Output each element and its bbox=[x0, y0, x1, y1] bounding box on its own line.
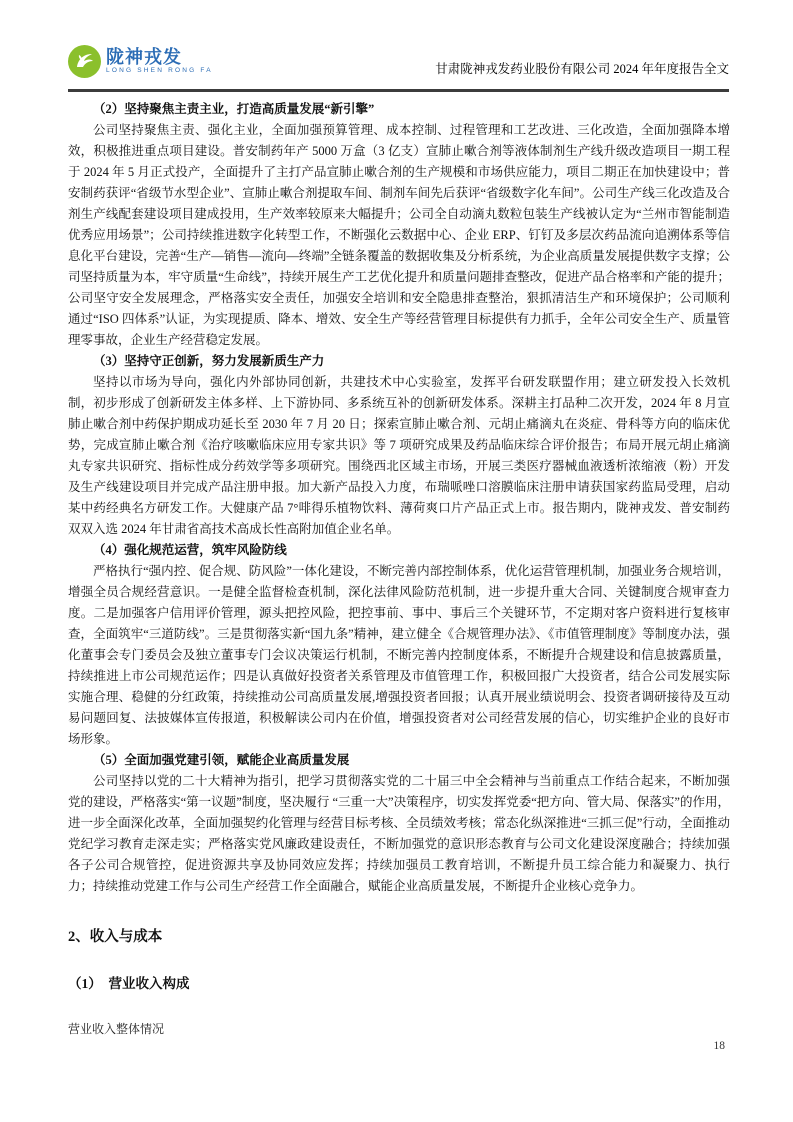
revenue-overview-label: 营业收入整体情况 bbox=[68, 1022, 165, 1036]
page-header bbox=[68, 45, 729, 89]
section-heading-5: （5）全面加强党建引领，赋能企业高质量发展 bbox=[93, 753, 350, 767]
section-paragraph-5: 公司坚持以党的二十大精神为指引，把学习贯彻落实党的二十届三中全会精神与当前重点工作结合起来，不断加强党的建设，严格落实“第一议题”制度，坚决履行 “三重一大”决策程序，切实发挥党委“把方向、管大局、保落实”的作用，进一步全面深化改革，全面加强契约化管理与经营目标考核、全员绩效考核；常态化纵深推进“三抓三促”行动，全面推动党纪学习教育走深走实；严格落实党风廉政建设责任，不断加强党的意识形态教育与公司文化建设深度融合；持续加强各子公司合规管控，促进资源共享及协同效应发挥；持续加强员工教育培训，不断提升员工综合能力和凝聚力、执行力；持续推动党建工作与公司生产经营工作全面融合，赋能企业高质量发展，不断提升企业核心竞争力。 bbox=[68, 774, 730, 893]
company-logo bbox=[68, 45, 213, 78]
section-heading-3: （3）坚持守正创新，努力发展新质生产力 bbox=[93, 354, 325, 368]
revenue-composition-subtitle: （1） 营业收入构成 bbox=[68, 976, 190, 991]
page-number: 18 bbox=[713, 1040, 725, 1052]
section-paragraph-4: 严格执行“强内控、促合规、防风险”一体化建设，不断完善内部控制体系，优化运营管理机制，加强业务合规培训，增强全员合规经营意识。一是健全监督检查机制，深化法律风险防范机制，进一步提升重大合同、关键制度合规审查力度。二是加强客户信用评价管理，源头把控风险，把控事前、事中、事后三个关键环节，不定期对客户资料进行复核审查，全面筑牢“三道防线”。三是贯彻落实新“国九条”精神，建立健全《合规管理办法》、《市值管理制度》等制度办法，强化董事会专门委员会及独立董事专门会议决策运行机制，不断完善内控制度体系，不断提升合规建设和信息披露质量，持续推进上市公司规范运作；四是认真做好投资者关系管理及市值管理工作，积极回报广大投资者，结合公司发展实际实施合理、稳健的分红政策，持续推动公司高质量发展,增强投资者回报；认真开展业绩说明会、投资者调研接待及互动易问题回复、法披媒体宣传报道，积极解读公司内在价值，增强投资者对公司经营发展的信心，切实维护企业的良好市场形象。 bbox=[68, 564, 730, 746]
header-divider bbox=[68, 89, 729, 92]
report-body bbox=[68, 99, 730, 1040]
document-title: 甘肃陇神戎发药业股份有限公司 2024 年年度报告全文 bbox=[435, 62, 729, 76]
logo-text bbox=[106, 48, 213, 75]
logo-brand-en: LONG SHEN RONG FA bbox=[106, 67, 213, 75]
section-paragraph-2: 公司坚持聚焦主责、强化主业，全面加强预算管理、成本控制、过程管理和工艺改进、三化改造，全面加强降本增效，积极推进重点项目建设。普安制药年产 5000 万盒（3 亿支）宣肺止嗽合剂等液体制剂生产线升级改造项目一期工程于 2024 年 5 月正式投产，全面提升了主打产品宣肺止嗽合剂的生产规模和市场供应能力，项目二期正在加快建设中；普安制药获评“省级节水型企业”、宣肺止嗽合剂提取车间、制剂车间先后获评“省级数字化车间”。公司生产线三化改造及合剂生产线配套建设项目建成投用，生产效率较原来大幅提升；公司全自动滴丸数粒包装生产线被认定为“兰州市智能制造优秀应用场景”；公司持续推进数字化转型工作，不断强化云数据中心、企业 ERP、钉钉及多层次药品流向追溯体系等信息化平台建设，完善“生产—销售—流向—终端”全链条覆盖的数据收集及分析系统，为企业高质量发展提供数字支撑；公司坚持质量为本，牢守质量“生命线”，持续开展生产工艺优化提升和质量问题排查整改，促进产品合格率和产能的提升；公司坚守安全发展理念，严格落实安全责任，加强安全培训和安全隐患排查整治，狠抓清洁生产和环境保护；公司顺利通过“ISO 四体系”认证，为实现提质、降本、增效、安全生产等经营管理目标提供有力抓手，全年公司安全生产、质量管理零事故，企业生产经营稳定发展。 bbox=[68, 123, 730, 347]
section-heading-4: （4）强化规范运营，筑牢风险防线 bbox=[93, 543, 287, 557]
section-paragraph-3: 坚持以市场为导向，强化内外部协同创新，共建技术中心实验室，发挥平台研发联盟作用；建立研发投入长效机制，初步形成了创新研发主体多样、上下游协同、多系统互补的创新研发体系。深耕主打品种二次开发，2024 年 8 月宣肺止嗽合剂中药保护期成功延长至 2030 年 7 月 20 日；探索宣肺止嗽合剂、元胡止痛滴丸在炎症、骨科等方向的临床优势，完成宣肺止嗽合剂《治疗咳嗽临床应用专家共识》等 7 项研究成果及药品临床综合评价报告；布局开展元胡止痛滴丸专家共识研究、指标性成分药效学等多项研究。围绕西北区域主市场，开展三类医疗器械血液透析浓缩液（粉）开发及生产线建设项目并完成产品注册申报。加大新产品投入力度，布瑞哌唑口溶膜临床注册申请获国家药监局受理，启动某中药经典名方研发工作。大健康产品 7°啡得乐植物饮料、薄荷爽口片产品正式上市。报告期内，陇神戎发、普安制药双双入选 2024 年甘肃省高技术高成长性高附加值企业名单。 bbox=[68, 375, 730, 536]
section-heading-2: （2）坚持聚焦主责主业，打造高质量发展“新引擎” bbox=[93, 102, 375, 116]
income-cost-title: 2、收入与成本 bbox=[68, 929, 163, 945]
logo-icon bbox=[68, 45, 101, 78]
logo-brand-cn: 陇神戎发 bbox=[106, 47, 182, 68]
